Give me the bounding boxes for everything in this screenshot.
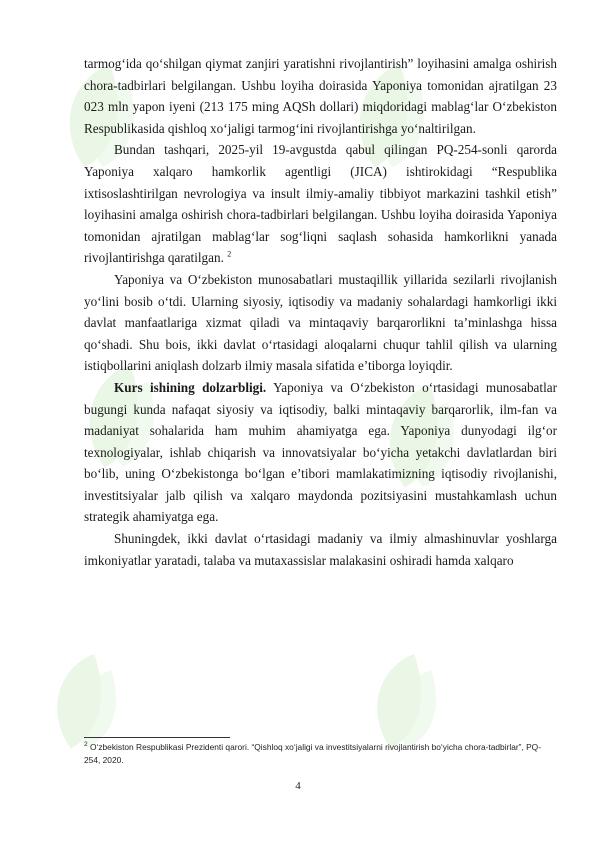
paragraph-3: Yaponiya va O‘zbekiston munosabatlari mustaqillik yillarida sezilarli rivojlanish yo‘lini bosib o‘tdi. Ularning siyosiy, iqtisodiy va madaniy sohalardagi hamkorligi ikki davlat manfaatlariga xizmat qiladi va mintaqaviy barqarorlikni ta’minlashga hissa qo‘shadi. Shu bois, ikki davlat o‘rtasidagi aloqalarni chuqur tahlil qilish va ularning istiqbollarini aniqlash dolzarb ilmiy masala sifatida e’tiborga loyiqdir. [84, 271, 557, 374]
paragraph-4 [84, 377, 557, 528]
footnote-reference[interactable]: 2 [227, 249, 232, 259]
body-text [84, 53, 557, 571]
footnote [84, 741, 554, 766]
paragraph-5: Shuningdek, ikki davlat o‘rtasidagi madaniy va ilmiy almashinuvlar yoshlarga imkoniyatlar yaratadi, talaba va mutaxassislar malakasini oshiradi hamda xalqaro [84, 531, 557, 568]
page-number: 4 [295, 780, 301, 792]
paragraph-1: tarmog‘ida qo‘shilgan qiymat zanjiri yaratishni rivojlantirish” loyihasini amalga oshirish chora-tadbirlari belgilangan. Ushbu loyiha doirasida Yaponiya tomonidan ajratilgan 23 023 mln yapon iyeni (213 175 ming AQSh dollari) miqdoridagi mablag‘lar O‘zbekiston Respublikasida qishloq xo‘jaligi tarmog‘ini rivojlantirishga yo‘naltirilgan. [84, 56, 557, 136]
paragraph-2 [84, 139, 557, 269]
paragraph-2-text: Bundan tashqari, 2025-yil 19-avgustda qabul qilingan PQ-254-sonli qarorda Yaponiya xalqaro hamkorlik agentligi (JICA) ishtirokidagi “Respublika ixtisoslashtirilgan nevrologiya va insult ilmiy-amaliy tibbiyot markazini tashkil etish” loyihasini amalga oshirish chora-tadbirlari belgilangan. Ushbu loyiha doirasida Yaponiya tomonidan ajratilgan mablag‘lar sog‘liqni saqlash sohasida hamkorlikni yanada rivojlantirishga qaratilgan. [84, 142, 557, 266]
paragraph-4-text: Yaponiya va O‘zbekiston o‘rtasidagi munosabatlar bugungi kunda nafaqat siyosiy va iqtisodiy, balki mintaqaviy barqarorlik, ilm-fan va madaniyat sohalarida ham muhim ahamiyatga ega. Yaponiya dunyodagi ilg‘or texnologiyalar, ishlab chiqarish va innovatsiyalar bo‘yicha yetakchi davlatlardan biri bo‘lib, uning O‘zbekistonga bo‘lgan e’tibori mamlakatimizning iqtisodiy rivojlanishi, investitsiyalar jalb qilish va xalqaro maydonda pozitsiyasini mustahkamlash uchun strategik ahamiyatga ega. [84, 379, 557, 525]
footnote-number: 2 [84, 741, 88, 749]
section-heading: Kurs ishining dolzarbligi. [114, 379, 267, 395]
footnote-divider [84, 737, 230, 738]
footnote-text: O‘zbekiston Respublikasi Prezidenti qarori. “Qishloq xo‘jaligi va investitsiyalarni rivojlantirish bo‘yicha chora-tadbirlar”, PQ-254, 2020. [84, 742, 541, 765]
